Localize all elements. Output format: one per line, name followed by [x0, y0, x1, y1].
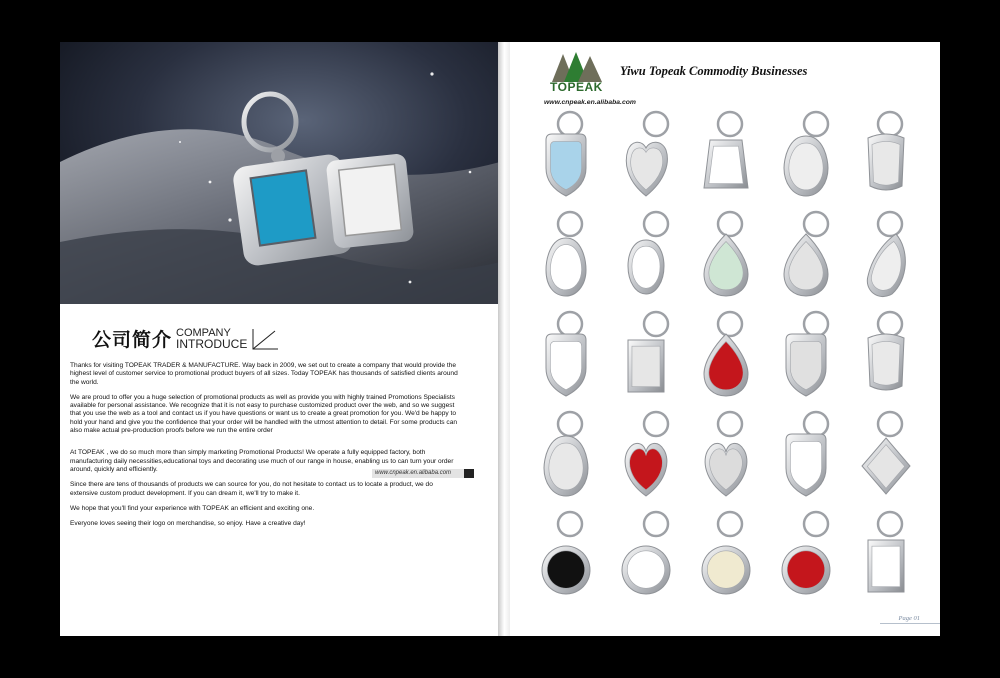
keychain-product[interactable] — [772, 510, 846, 608]
angle-mark-icon — [251, 328, 279, 350]
keychain-product[interactable] — [532, 410, 606, 508]
keychain-product[interactable] — [852, 210, 926, 308]
keychain-product[interactable] — [772, 310, 846, 408]
right-page — [510, 42, 940, 636]
company-introduction-text — [70, 362, 460, 535]
page-number: Page 01 — [898, 615, 920, 622]
keychain-product[interactable] — [852, 510, 926, 608]
intro-title-line-2: INTRODUCE — [176, 336, 248, 351]
keychain-product[interactable] — [612, 310, 686, 408]
website-strip-cap — [464, 469, 474, 478]
intro-title — [92, 325, 279, 352]
company-name: Yiwu Topeak Commodity Businesses — [620, 64, 808, 78]
intro-title-line-1: COMPANY — [176, 326, 231, 339]
keychain-product[interactable] — [692, 510, 766, 608]
intro-paragraph: We hope that you'll find your experience with TOPEAK an efficient and exciting one. — [70, 504, 315, 512]
keychain-product[interactable] — [852, 410, 926, 508]
keychain-product[interactable] — [692, 110, 766, 208]
intro-paragraph: Thanks for visiting TOPEAK TRADER & MANUFACTURE. Way back in 2009, we set out to create a company that would provide the highest level of customer service to promotional product buyers of all sizes. Today TOPEAK has thousands of satisfied clients around the world. — [70, 362, 458, 386]
keychain-photo — [60, 42, 500, 304]
keychain-product[interactable] — [532, 310, 606, 408]
keychain-product[interactable] — [532, 510, 606, 608]
keychain-product[interactable] — [852, 310, 926, 408]
keychain-product[interactable] — [612, 410, 686, 508]
website-link[interactable]: www.cnpeak.en.alibaba.com — [544, 99, 636, 106]
keychain-product[interactable] — [772, 210, 846, 308]
intro-title-chinese: 公司简介 — [92, 330, 173, 351]
intro-paragraph: At TOPEAK , we do so much more than simply marketing Promotional Products! We operate a fully equipped factory, both manufacturing daily necessities,educational toys and decorating use much of our range in house, enabling us to can turn your order around, quickly and efficiently. — [70, 449, 454, 473]
intro-title-english — [176, 328, 247, 350]
left-page — [60, 42, 500, 636]
keychain-product[interactable] — [692, 410, 766, 508]
keychain-catalog-grid — [530, 110, 930, 610]
website-strip[interactable]: www.cnpeak.en.alibaba.com — [372, 469, 472, 478]
keychain-product[interactable] — [612, 510, 686, 608]
keychain-product[interactable] — [612, 110, 686, 208]
keychain-product[interactable] — [692, 310, 766, 408]
keychain-product[interactable] — [612, 210, 686, 308]
keychain-product[interactable] — [772, 110, 846, 208]
page-number-rule — [880, 623, 940, 624]
keychain-product[interactable] — [532, 210, 606, 308]
keychain-product[interactable] — [852, 110, 926, 208]
logo-text: TOPEAK — [550, 80, 603, 94]
intro-paragraph: We are proud to offer you a huge selection of promotional products as well as provide you with highly trained Promotions Specialists available for personal assistance. We recognize that it is not easy to purchase customized product over the web, and so we suggest that you use the web as a tool and contact us if you have questions or want us to create a great promotion for you. We'd be happy to hold your hand and give you the confidence that your order will be handled with the utmost attention to detail. For some products can also make actual pre-production proofs before we run the entire order — [70, 393, 458, 435]
keychain-product[interactable] — [772, 410, 846, 508]
keychain-product[interactable] — [692, 210, 766, 308]
intro-paragraph: Everyone loves seeing their logo on merchandise, so enjoy. Have a creative day! — [70, 520, 306, 528]
intro-paragraph: Since there are tens of thousands of products we can source for you, do not hesitate to contact us to locate a product, we do extensive custom product development. If you can dream it, we'll try to make it. — [70, 481, 433, 497]
keychain-product[interactable] — [532, 110, 606, 208]
